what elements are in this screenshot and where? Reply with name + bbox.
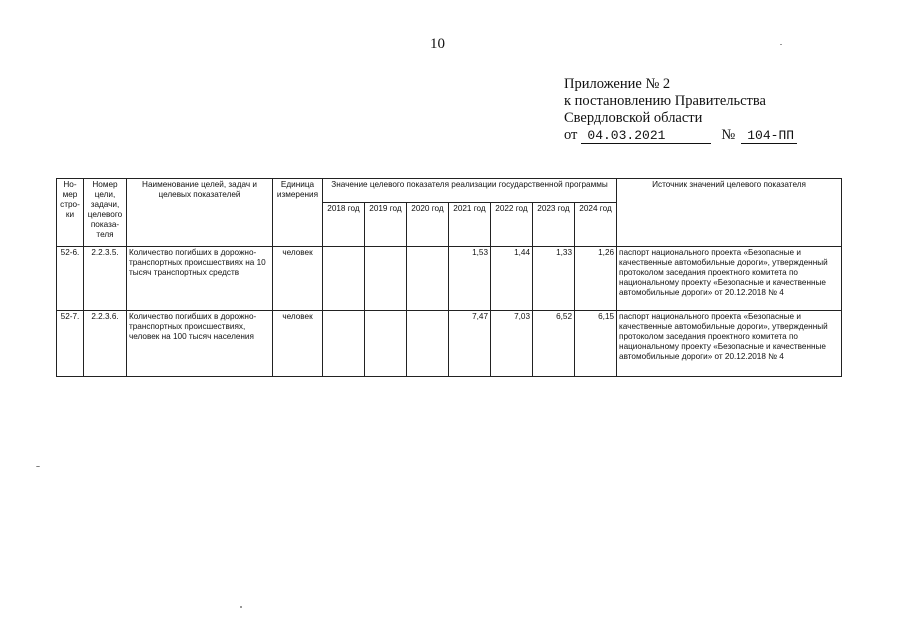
date-prefix: от [564, 127, 578, 143]
header-year: 2023 год [533, 203, 575, 247]
appendix-region: Свердловской области [564, 110, 703, 126]
table-row [57, 311, 842, 377]
target-indicators-table [56, 178, 842, 377]
header-source: Источник значений целевого показателя [617, 179, 842, 247]
indicator-name: Количество погибших в дорожно-транспортных происшествиях на 10 тысяч транспортных средств [127, 247, 273, 311]
appendix-resolution: к постановлению Правительства [564, 93, 766, 109]
value-2018 [323, 247, 365, 311]
indicator-name: Количество погибших в дорожно-транспортных происшествиях, человек на 100 тысяч населения [127, 311, 273, 377]
header-year: 2019 год [365, 203, 407, 247]
appendix-signature-line [564, 127, 797, 144]
unit: человек [273, 247, 323, 311]
unit: человек [273, 311, 323, 377]
header-year: 2021 год [449, 203, 491, 247]
value-2023: 6,52 [533, 311, 575, 377]
header-goal-number: Номер цели, задачи, целевого показа-теля [84, 179, 127, 247]
value-2022: 7,03 [491, 311, 533, 377]
value-2021: 7,47 [449, 311, 491, 377]
value-2019 [365, 311, 407, 377]
value-2024: 1,26 [575, 247, 617, 311]
value-2023: 1,33 [533, 247, 575, 311]
table-row [57, 247, 842, 311]
row-number: 52-6. [57, 247, 84, 311]
header-row-number: Но-мер стро-ки [57, 179, 84, 247]
source: паспорт национального проекта «Безопасные и качественные автомобильные дороги», утвержденный протоколом заседания проектного комитета по национальному проекту «Безопасные и качественные автомобильные дороги» от 20.12.2018 № 4 [617, 311, 842, 377]
header-year: 2024 год [575, 203, 617, 247]
scan-speck [240, 606, 242, 608]
scan-speck [780, 44, 782, 45]
value-2020 [407, 247, 449, 311]
value-2021: 1,53 [449, 247, 491, 311]
value-2024: 6,15 [575, 311, 617, 377]
appendix-header [564, 76, 797, 144]
header-value-group: Значение целевого показателя реализации государственной программы [323, 179, 617, 203]
header-year: 2022 год [491, 203, 533, 247]
value-2019 [365, 247, 407, 311]
page-number: 10 [430, 36, 445, 52]
appendix-title: Приложение № 2 [564, 76, 671, 92]
resolution-date: 04.03.2021 [581, 129, 711, 144]
goal-number: 2.2.3.6. [84, 311, 127, 377]
scan-speck [36, 466, 40, 467]
header-name: Наименование целей, задач и целевых показателей [127, 179, 273, 247]
source: паспорт национального проекта «Безопасные и качественные автомобильные дороги», утвержденный протоколом заседания проектного комитета по национальному проекту «Безопасные и качественные автомобильные дороги» от 20.12.2018 № 4 [617, 247, 842, 311]
value-2018 [323, 311, 365, 377]
header-year: 2018 год [323, 203, 365, 247]
header-unit: Единица измерения [273, 179, 323, 247]
number-prefix: № [721, 127, 736, 143]
goal-number: 2.2.3.5. [84, 247, 127, 311]
header-year: 2020 год [407, 203, 449, 247]
resolution-number: 104-ПП [741, 129, 797, 144]
value-2022: 1,44 [491, 247, 533, 311]
value-2020 [407, 311, 449, 377]
row-number: 52-7. [57, 311, 84, 377]
